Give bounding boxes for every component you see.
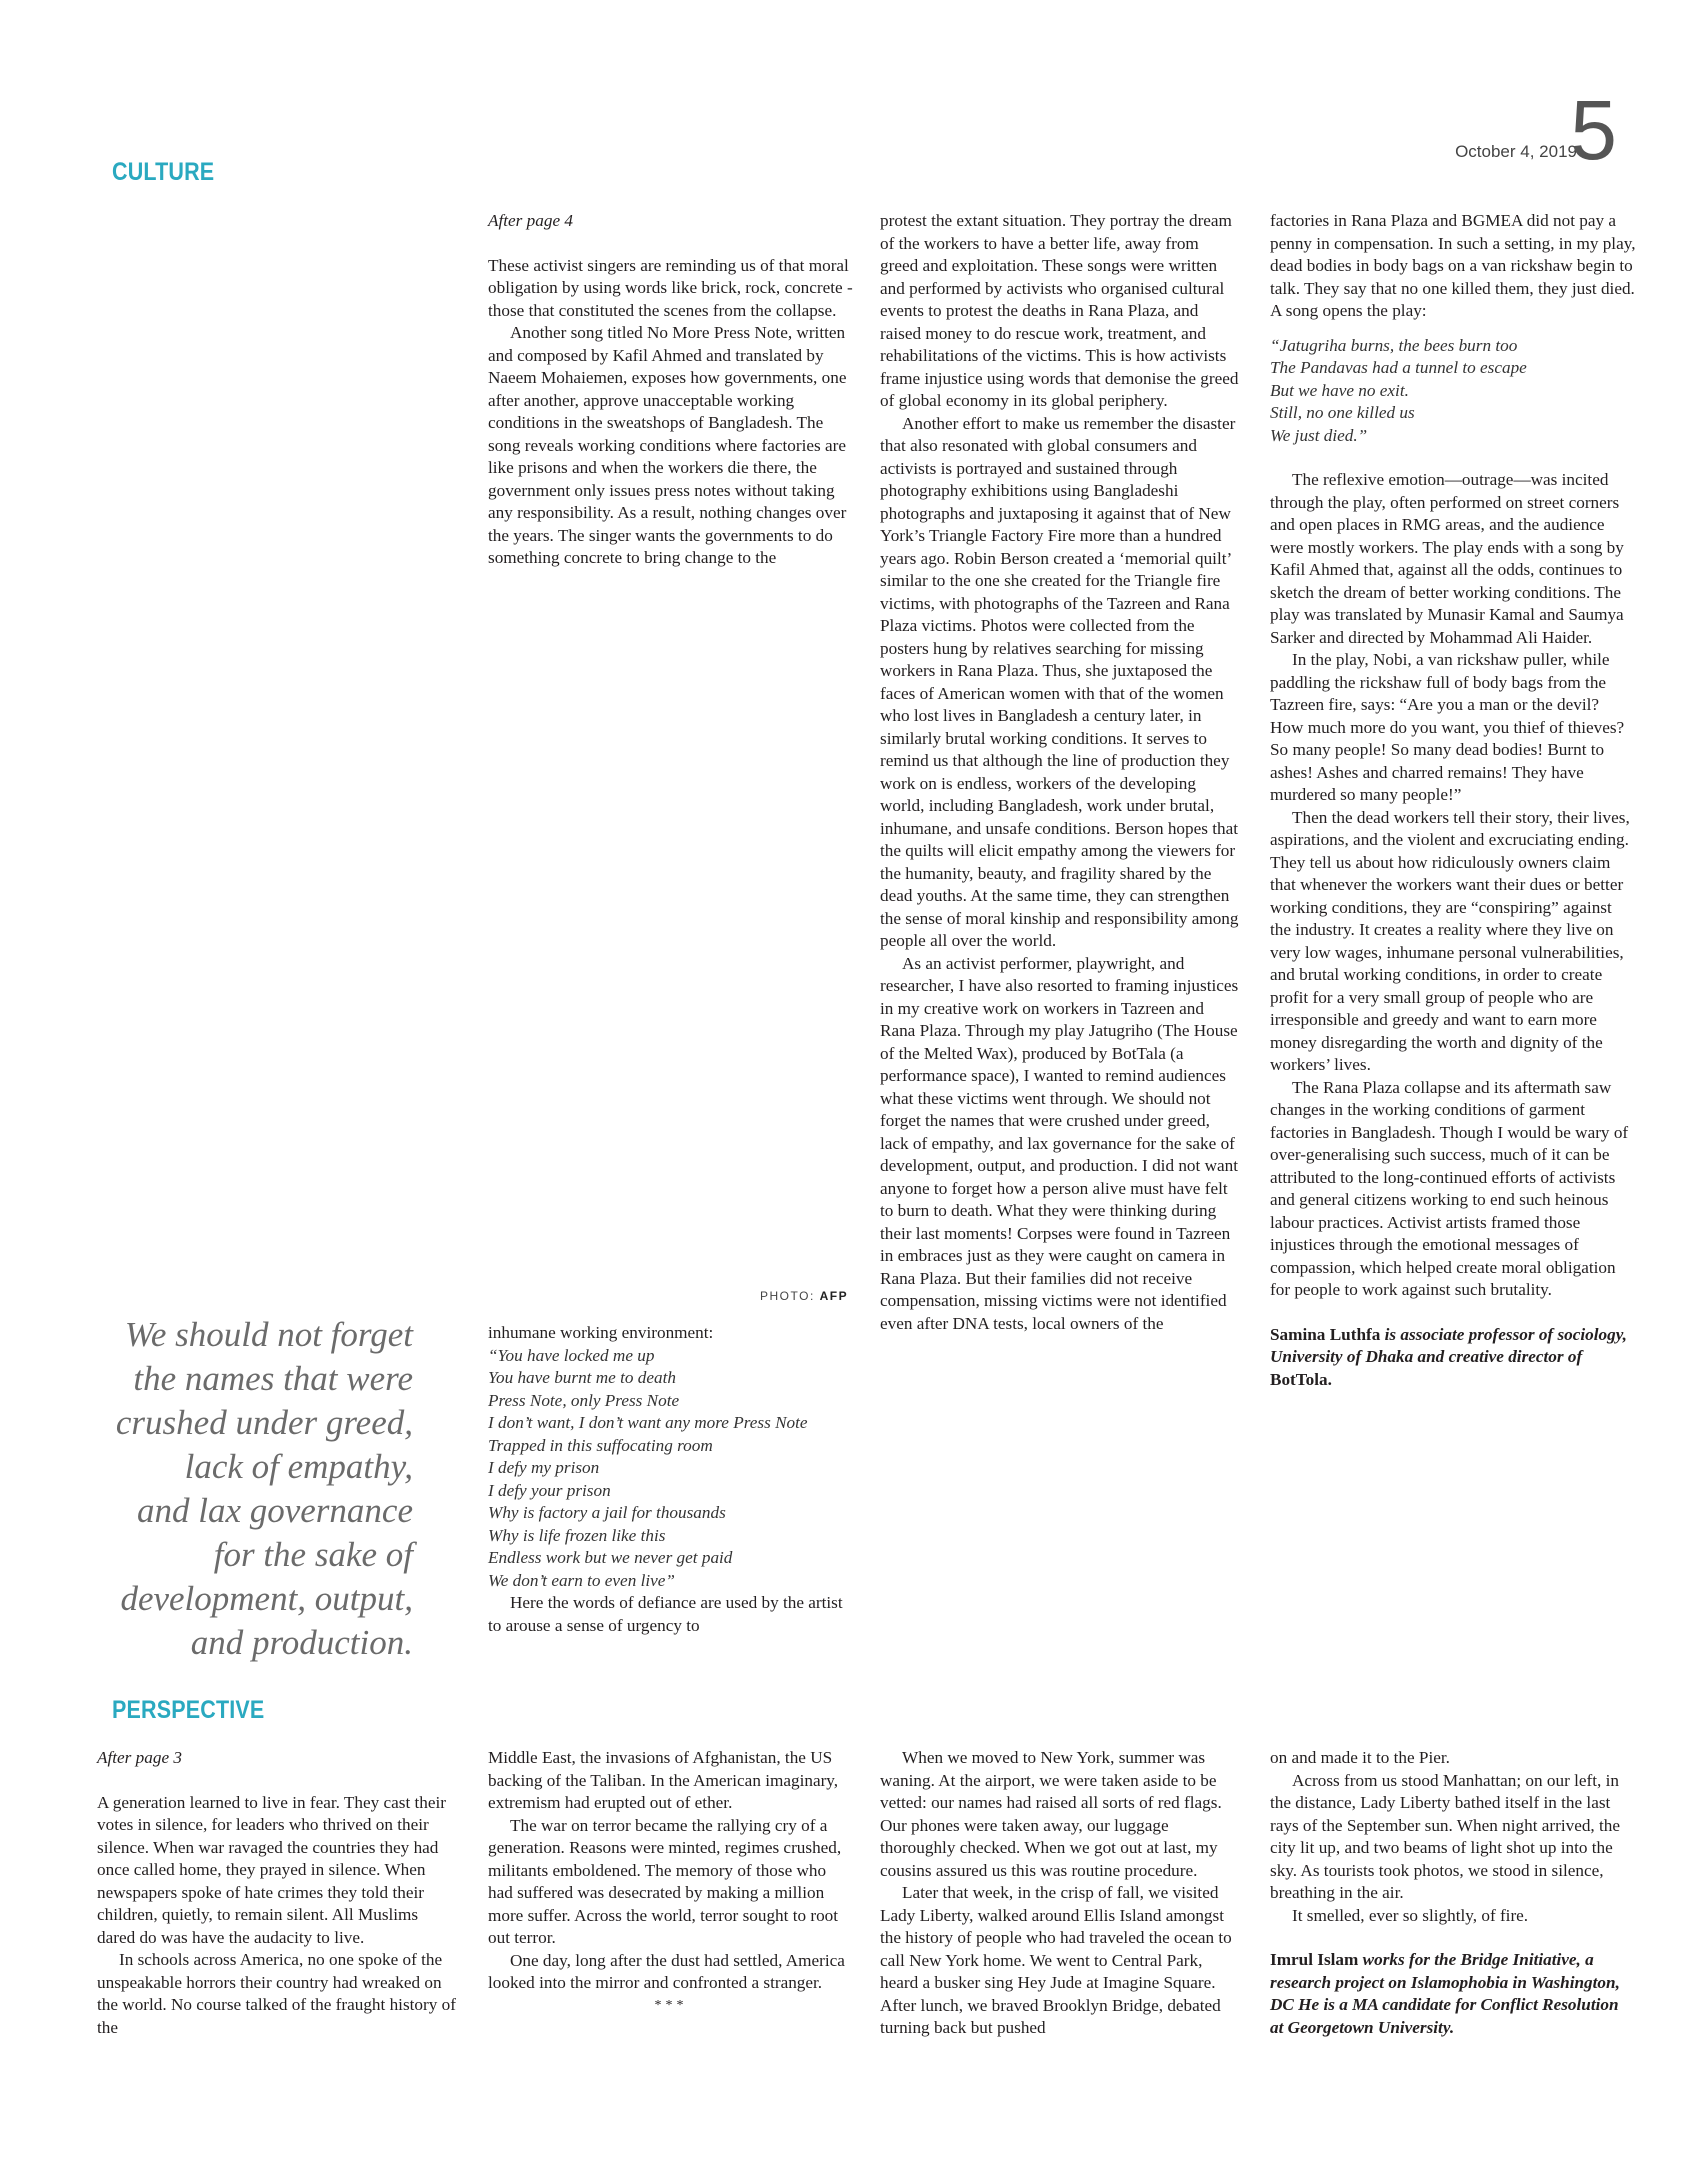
pull-quote: [60, 1313, 413, 1665]
pull-quote-line: development, output,: [120, 1579, 413, 1618]
author-name: Samina Luthfa: [1270, 1324, 1381, 1344]
song-line: I don’t want, I don’t want any more Press Note: [488, 1413, 808, 1432]
culture-paragraph: Here the words of defiance are used by the artist to arouse a sense of urgency to: [488, 1593, 843, 1635]
culture-paragraph: Another song titled No More Press Note, written and composed by Kafil Ahmed and translated by Naeem Mohaiemen, exposes how governments, one after another, approve unacceptable working conditions in the sweatshops of Bangladesh. The song reveals working conditions where factories are like prisons and when the workers die there, the government only issues press notes without taking any responsibility. As a result, nothing changes over the years. The singer wants the governments to do something concrete to bring change to the: [488, 323, 847, 567]
song-line: Endless work but we never get paid: [488, 1548, 733, 1567]
perspective-paragraph: on and made it to the Pier.: [1270, 1748, 1450, 1767]
song-line: Why is life frozen like this: [488, 1525, 666, 1545]
author-org: BotTola.: [1270, 1369, 1332, 1389]
issue-date: October 4, 2019: [1455, 142, 1577, 161]
perspective-column-1: [97, 1747, 457, 2039]
culture-paragraph: protest the extant situation. They portray the dream of the workers to have a better life, away from greed and exploitation. These songs were written and performed by activists who organised cultural events to protest the deaths in Rana Plaza, and raised money to do rescue work, treatment, and rehabilitations of the victims. This is how activists frame injustice using words that demonise the greed of global economy in its global periphery.: [880, 211, 1239, 410]
perspective-paragraph: A generation learned to live in fear. They cast their votes in silence, for leaders who thrived on their silence. When war ravaged the countries they had once called home, they prayed in silence. When newspapers spoke of hate crimes they told their children, quietly, to remain silent. All Muslims dared do was have the audacity to live.: [97, 1792, 447, 1947]
song-line: Why is factory a jail for thousands: [488, 1503, 726, 1522]
culture-paragraph: The reflexive emotion—outrage—was incited through the play, often performed on street corners and open places in RMG areas, and the audience were mostly workers. The play ends with a song by Kafil Ahmed that, against all the odds, continues to sketch the dream of better working conditions. The play was translated by Munasir Kamal and Saumya Sarker and directed by Mohammad Ali Haider.: [1270, 470, 1624, 647]
pull-quote-line: and lax governance: [136, 1491, 413, 1530]
culture-author-byline: [1270, 1324, 1636, 1392]
song-line: Press Note, only Press Note: [488, 1390, 680, 1410]
culture-column-3: [1270, 210, 1636, 1391]
photo-credit-source: AFP: [819, 1289, 849, 1303]
pull-quote-line: the names that were: [133, 1359, 413, 1398]
perspective-paragraph: When we moved to New York, summer was waning. At the airport, we were taken aside to be vetted: our names had raised all sorts of red flags. Our phones were taken away, our luggage thoroughly checked. When we got out at last, my cousins assured us this was routine procedure.: [880, 1748, 1222, 1880]
song-line: I defy your prison: [488, 1480, 611, 1500]
song-line: The Pandavas had a tunnel to escape: [1270, 358, 1527, 377]
perspective-paragraph: In schools across America, no one spoke of the unspeakable horrors their country had wreaked on the world. No course talked of the fraught history of the: [97, 1950, 456, 2037]
culture-column-1-top: [488, 210, 854, 570]
pull-quote-line: We should not forget: [124, 1315, 413, 1354]
song-line: You have burnt me to death: [488, 1368, 676, 1387]
photo-credit: [760, 1289, 848, 1303]
culture-paragraph: The Rana Plaza collapse and its aftermath saw changes in the working conditions of garment factories in Bangladesh. Though I would be wary of over-generalising such success, much of it can be attributed to the long-continued efforts of activists and general citizens working to end such heinous labour practices. Activist artists framed those injustices through the emotional messages of compassion, which helped create moral obligation for people to work against such brutality.: [1270, 1077, 1629, 1299]
section-label-perspective: PERSPECTIVE: [112, 1696, 265, 1724]
perspective-column-3: [880, 1747, 1240, 2040]
culture-column-2: [880, 210, 1240, 1335]
song-line: “You have locked me up: [488, 1345, 655, 1365]
perspective-paragraph: Later that week, in the crisp of fall, we visited Lady Liberty, walked around Ellis Island amongst the history of people who had traveled the ocean to call New York home. We went to Central Park, heard a busker sing Hey Jude at Imagine Square. After lunch, we braved Brooklyn Bridge, debated turning back but pushed: [880, 1883, 1232, 2037]
author-name: Imrul Islam: [1270, 1950, 1359, 1969]
culture-paragraph: As an activist performer, playwright, and researcher, I have also resorted to framing injustices in my creative work on workers in Tazreen and Rana Plaza. Through my play Jatugriho (The House of the Melted Wax), produced by BotTala (a performance space), I wanted to remind audiences what these victims went through. We should not forget the names that were crushed under greed, lack of empathy, and lax governance for the sake of development, output, and production. I did not want anyone to forget how a person alive must have felt to burn to death. What they were thinking during their last moments! Corpses were found in Tazreen in embraces just as they were caught on camera in Rana Plaza. But their families did not receive compensation, missing victims were not identified even after DNA tests, local owners of the: [880, 953, 1239, 1333]
author-bio: is associate professor of sociology, University of Dhaka and creative director of: [1270, 1324, 1627, 1366]
song-line: Trapped in this suffocating room: [488, 1435, 713, 1455]
perspective-column-2: [488, 1747, 854, 2017]
perspective-column-4: [1270, 1747, 1636, 2039]
song-line: But we have no exit.: [1270, 380, 1409, 400]
culture-paragraph: Another effort to make us remember the disaster that also resonated with global consumers and activists is portrayed and sustained through photography exhibitions using Bangladeshi photographs and juxtaposing it against that of New York’s Triangle Factory Fire more than a hundred years ago. Robin Berson created a ‘memorial quilt’ similar to the one she created for the Triangle fire victims, with photographs of the Tazreen and Rana Plaza victims. Photos were collected from the posters hung by relatives searching for missing workers in Rana Plaza. Thus, she juxtaposed the faces of American women with that of the women who lost lives in Bangladesh a century later, in similarly brutal working conditions. It serves to remind us that although the line of production they work on is endless, workers of the developing world, including Bangladesh, work under brutal, inhumane, and unsafe conditions. Berson hopes that the quilts will elicit empathy among the viewers for the humanity, beauty, and fragility shared by the dead youths. At the same time, they can strengthen the sense of moral kinship and responsibility among people all over the world.: [880, 413, 1239, 950]
culture-kicker: After page 4: [488, 211, 573, 230]
author-bio: works for the Bridge Initiative, a research project on Islamophobia in Washington, DC He is a MA candidate for Conflict Resolution at Georgetown University.: [1270, 1950, 1620, 2037]
song-line: We just died.”: [1270, 425, 1368, 445]
perspective-paragraph: One day, long after the dust had settled, America looked into the mirror and confronted a stranger.: [488, 1950, 845, 1992]
song-lyrics: [488, 1345, 854, 1593]
song-line: I defy my prison: [488, 1458, 600, 1477]
perspective-paragraph: Middle East, the invasions of Afghanistan, the US backing of the Taliban. In the American imaginary, extremism had erupted out of ether.: [488, 1748, 839, 1812]
pull-quote-line: for the sake of: [213, 1535, 413, 1574]
photo-credit-label: PHOTO:: [760, 1289, 820, 1303]
culture-column-1-bottom: [488, 1322, 854, 1637]
perspective-kicker: After page 3: [97, 1748, 182, 1767]
culture-paragraph: In the play, Nobi, a van rickshaw puller, while paddling the rickshaw full of body bags from the Tazreen fire, says: “Are you a man or the devil? How much more do you want, you thief of thieves? So many people! So many dead bodies! Burnt to ashes! Ashes and charred remains! They have murdered so many people!”: [1270, 650, 1625, 804]
culture-paragraph: factories in Rana Plaza and BGMEA did not pay a penny in compensation. In such a setting, in my play, dead bodies in body bags on a van rickshaw begin to talk. They say that no one killed them, they just died. A song opens the play:: [1270, 211, 1636, 320]
pull-quote-line: lack of empathy,: [184, 1447, 413, 1486]
perspective-paragraph: Across from us stood Manhattan; on our left, in the distance, Lady Liberty bathed itself in the last rays of the September sun. When night arrived, the city lit up, and two beams of light shot up into the sky. As tourists took photos, we stood in silence, breathing in the air.: [1270, 1770, 1621, 1902]
song-line: We don’t earn to even live”: [488, 1570, 675, 1590]
section-label-culture: CULTURE: [112, 158, 215, 186]
song-line: Still, no one killed us: [1270, 403, 1415, 422]
culture-paragraph: These activist singers are reminding us of that moral obligation by using words like brick, rock, concrete - those that constituted the scenes from the collapse.: [488, 255, 853, 320]
pull-quote-line: and production.: [190, 1623, 413, 1662]
perspective-author-byline: [1270, 1949, 1636, 2039]
perspective-paragraph: It smelled, ever so slightly, of fire.: [1292, 1905, 1529, 1925]
play-song: [1270, 335, 1636, 448]
pull-quote-line: crushed under greed,: [115, 1403, 413, 1442]
song-line: “Jatugriha burns, the bees burn too: [1270, 335, 1518, 355]
culture-paragraph: Then the dead workers tell their story, their lives, aspirations, and the violent and excruciating ending. They tell us about how ridiculously owners claim that whenever the workers want their dues or better working conditions, they are “conspiring” against the industry. It creates a reality where they live on very low wages, inhumane personal vulnerabilities, and brutal working conditions, in order to create profit for a very small group of people who are irresponsible and greedy and want to earn more money disregarding the worth and dignity of the workers’ lives.: [1270, 807, 1630, 1074]
page-number: 5: [1570, 83, 1617, 177]
perspective-paragraph: The war on terror became the rallying cry of a generation. Reasons were minted, regimes crushed, militants emboldened. The memory of those who had suffered was desecrated by making a million more suffer. Across the world, terror sought to root out terror.: [488, 1815, 842, 1947]
section-separator: ***: [654, 1997, 688, 2013]
culture-paragraph: inhumane working environment:: [488, 1323, 714, 1342]
